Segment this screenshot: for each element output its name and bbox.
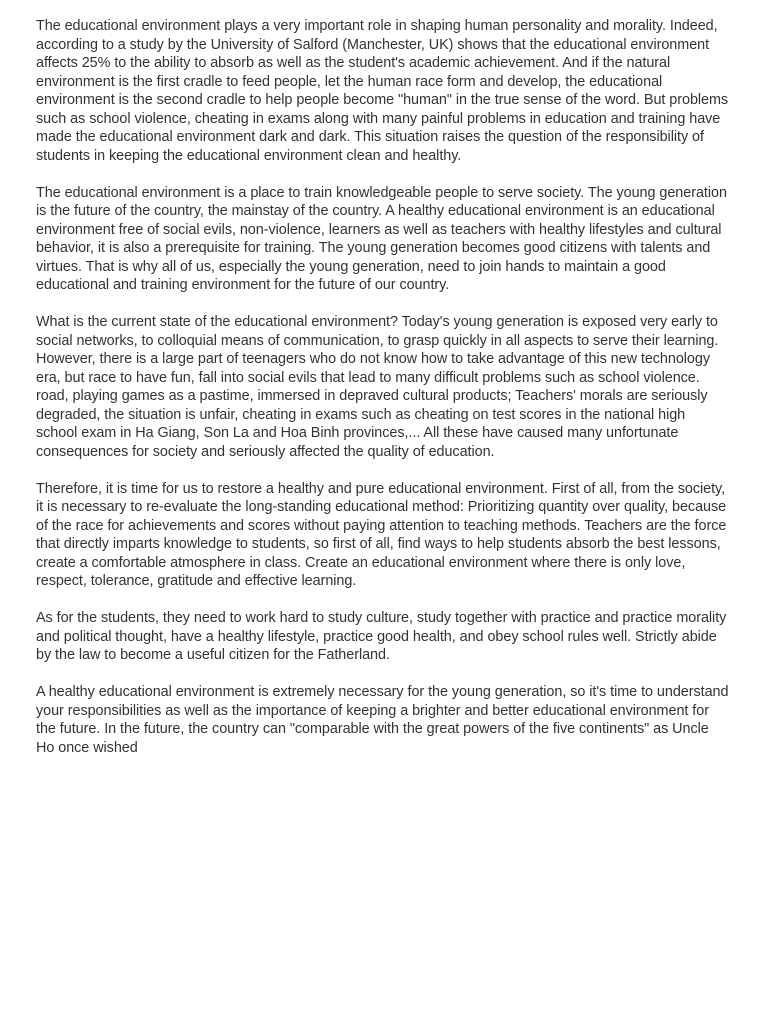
paragraph-4: Therefore, it is time for us to restore a healthy and pure educational environment. First of all, from the society, it is necessary to re-evaluate the long-standing educational method: Prioritizing quantity over quality, because of the race for achievements and scores without paying attention to teaching methods. Teachers are the force that directly imparts knowledge to students, so first of all, find ways to help students absorb the best lessons, create a comfortable atmosphere in class. Create an educational environment where there is only love, respect, tolerance, gratitude and effective learning. [36,480,727,589]
document-body [36,17,730,776]
paragraph-1: The educational environment plays a very important role in shaping human personality and morality. Indeed, according to a study by the University of Salford (Manchester, UK) shows that the educational environment affects 25% to the ability to absorb as well as the student's academic achievement. And if the natural environment is the first cradle to feed people, let the human race form and develop, the educational environment is the second cradle to help people become "human" in the true sense of the word. But problems such as school violence, cheating in exams along with many painful problems in education and training have made the educational environment dark and dark. This situation raises the question of the responsibility of students in keeping the educational environment clean and healthy. [36,18,729,164]
paragraph-2: The educational environment is a place to train knowledgeable people to serve society. The young generation is the future of the country, the mainstay of the country. A healthy educational environment is an educational environment free of social evils, non-violence, learners as well as teachers with healthy lifestyles and cultural behavior, it is also a prerequisite for training. The young generation becomes good citizens with talents and virtues. That is why all of us, especially the young generation, need to join hands to maintain a good educational and training environment for the future of our country. [36,184,727,293]
paragraph-5: As for the students, they need to work hard to study culture, study together with practice and practice morality and political thought, have a healthy lifestyle, practice good health, and obey school rules well. Strictly abide by the law to become a useful citizen for the Fatherland. [36,610,727,663]
paragraph-6: A healthy educational environment is extremely necessary for the young generation, so it's time to understand your responsibilities as well as the importance of keeping a brighter and better educational environment for the future. In the future, the country can "comparable with the great powers of the five continents" as Uncle Ho once wished [36,684,729,756]
paragraph-3: What is the current state of the educational environment? Today's young generation is exposed very early to social networks, to colloquial means of communication, to grasp quickly in all aspects to serve their learning. However, there is a large part of teenagers who do not know how to take advantage of this new technology era, but race to have fun, fall into social evils that lead to many difficult problems such as school violence. road, playing games as a pastime, immersed in depraved cultural products; Teachers' morals are seriously degraded, the situation is unfair, cheating in exams such as cheating on test scores in the national high school exam in Ha Giang, Son La and Hoa Binh provinces,... All these have caused many unfortunate consequences for society and seriously affected the quality of education. [36,314,719,460]
